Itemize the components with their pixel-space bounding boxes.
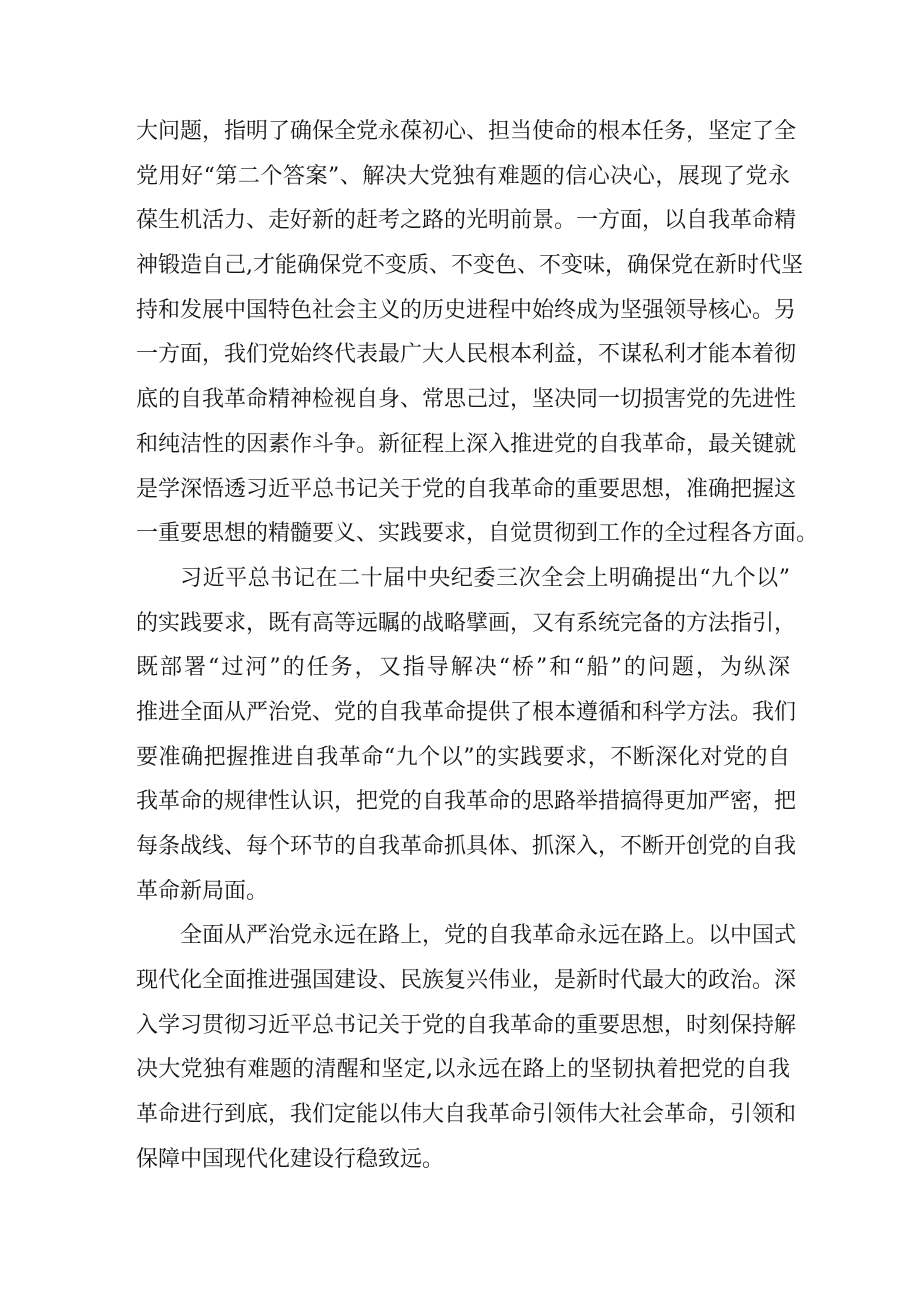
text-line: 革命进行到底，我们定能以伟大自我革命引领伟大社会革命，引领和 [136, 1102, 797, 1128]
text-line: 党用好“第二个答案”、解决大党独有难题的信心决心，展现了党永 [136, 163, 790, 189]
text-line: 推进全面从严治党、党的自我革命提供了根本遵循和科学方法。我们 [136, 699, 797, 725]
text-line: 要准确把握推进自我革命“九个以”的实践要求，不断深化对党的自 [136, 744, 790, 770]
text-line: 持和发展中国特色社会主义的历史进程中始终成为坚强领导核心。另 [136, 297, 797, 323]
text-line: 现代化全面推进强国建设、民族复兴伟业，是新时代最大的政治。深 [136, 968, 797, 994]
text-line: 习近平总书记在二十届中央纪委三次全会上明确提出“九个以” [180, 565, 790, 591]
text-line: 和纯洁性的因素作斗争。新征程上深入推进党的自我革命，最关键就 [136, 431, 797, 457]
text-line: 我革命的规律性认识，把党的自我革命的思路举措搞得更加严密，把 [136, 789, 797, 815]
paragraph-1 [136, 110, 819, 557]
document-body [136, 110, 819, 1183]
text-line: 革命新局面。 [136, 878, 269, 904]
text-line: 的实践要求，既有高等远瞩的战略擘画，又有系统完备的方法指引， [136, 610, 797, 636]
text-line: 一方面，我们党始终代表最广大人民根本利益，不谋私利才能本着彻 [136, 342, 797, 368]
paragraph-2 [136, 557, 797, 915]
text-line: 既部署“过河”的任务，又指导解决“桥”和“船”的问题，为纵深 [136, 655, 790, 681]
text-line: 葆生机活力、走好新的赶考之路的光明前景。一方面，以自我革命精 [136, 208, 797, 234]
text-line: 入学习贯彻习近平总书记关于党的自我革命的重要思想，时刻保持解 [136, 1012, 797, 1038]
text-line: 全面从严治党永远在路上，党的自我革命永远在路上。以中国式 [180, 923, 797, 949]
text-line: 底的自我革命精神检视自身、常思己过，坚决同一切损害党的先进性 [136, 387, 797, 413]
text-line: 决大党独有难题的清醒和坚定,以永远在路上的坚韧执着把党的自我 [136, 1057, 790, 1083]
text-line: 是学深悟透习近平总书记关于党的自我革命的重要思想，准确把握这 [136, 476, 797, 502]
text-line: 大问题，指明了确保全党永葆初心、担当使命的根本任务，坚定了全 [136, 119, 797, 144]
text-line: 神锻造自己,才能确保党不变质、不变色、不变味，确保党在新时代坚 [136, 253, 803, 279]
text-line: 每条战线、每个环节的自我革命抓具体、抓深入，不断开创党的自我 [136, 834, 797, 859]
text-line: 一重要思想的精髓要义、实践要求，自觉贯彻到工作的全过程各方面。 [136, 521, 819, 547]
text-line: 保障中国现代化建设行稳致远。 [136, 1146, 445, 1172]
paragraph-3 [136, 914, 797, 1182]
